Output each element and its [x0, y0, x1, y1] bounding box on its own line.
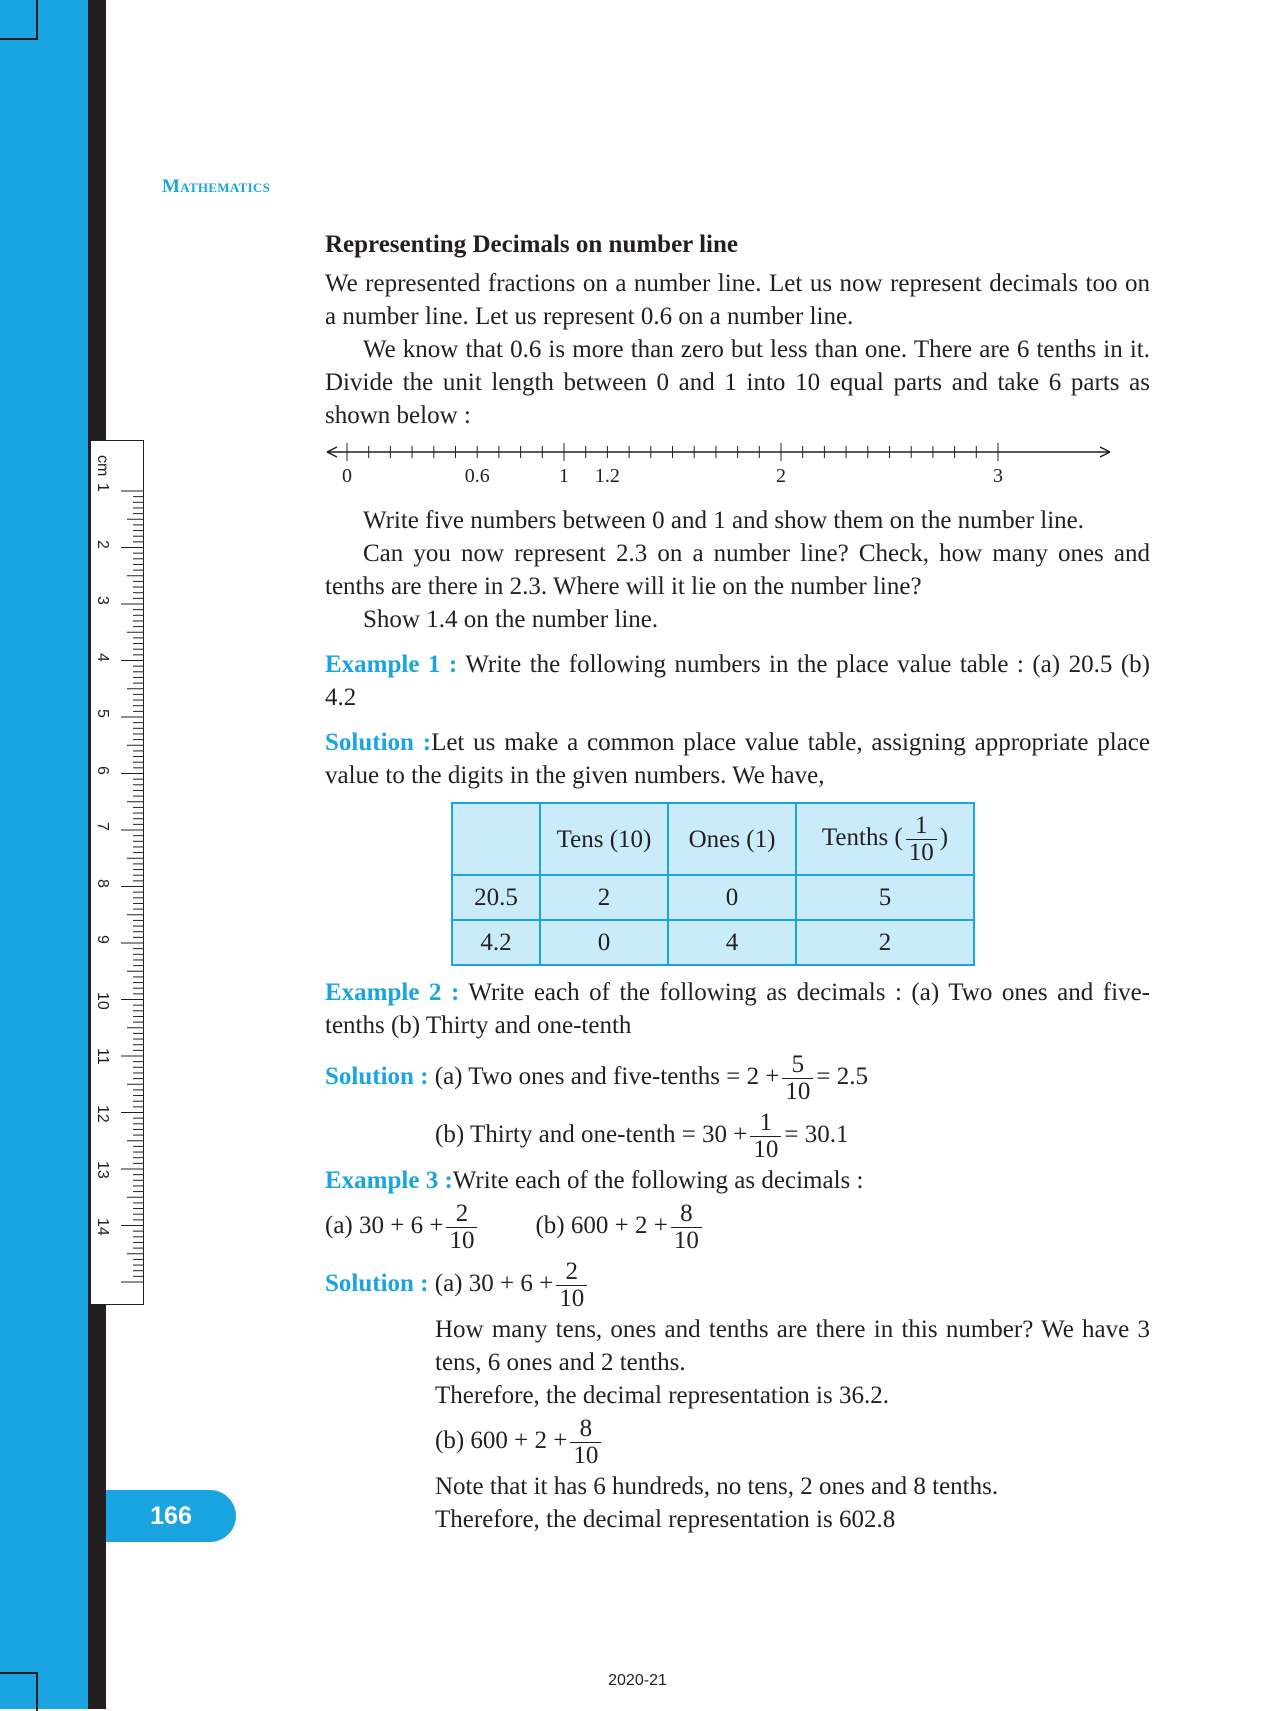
table-header-row: [452, 803, 974, 875]
footer-year: 2020-21: [608, 1672, 667, 1689]
table-row: [452, 920, 974, 965]
ruler-number: 4: [94, 652, 111, 662]
ruler-number: 14: [94, 1217, 111, 1236]
paragraph: We know that 0.6 is more than zero but less than one. There are 6 tenths in it. Divide the unit length between 0 and 1 into 10 equal parts and take 6 parts as shown below :: [325, 336, 1150, 429]
solution-text: Let us make a common place value table, assigning appropriate place value to the digits in the given numbers. We have,: [325, 729, 1150, 789]
paragraph: How many tens, ones and tenths are there in this number? We have 3 tens, 6 ones and 2 tenths.: [435, 1316, 1150, 1376]
running-head: Mathematics: [162, 176, 271, 197]
fraction: $\frac{8}{10}$: [570, 1416, 601, 1469]
ruler-number: 12: [94, 1104, 111, 1123]
number-line-label: 3: [993, 465, 1003, 487]
main-content: [325, 228, 1150, 1536]
ruler-number: 9: [94, 935, 111, 944]
number-line-label: 0: [342, 465, 352, 487]
paragraph: We represented fractions on a number line. Let us now represent decimals too on a number line. Let us represent 0.6 on a number line.: [325, 270, 1150, 330]
ruler-number: 6: [94, 765, 111, 775]
fraction: $\frac{5}{10}$: [782, 1052, 813, 1105]
solution-3a: Solution : (a) 30 + 6 + $\frac{2}{10}$: [325, 1255, 1150, 1313]
blue-margin-band: [0, 0, 88, 1709]
fraction: $\frac{8}{10}$: [671, 1201, 702, 1254]
solution-label: Solution :: [325, 1270, 429, 1297]
table-header-cell: Ones (1): [668, 803, 796, 875]
ruler-unit-label: cm: [94, 455, 111, 477]
fraction: $\frac{1}{10}$: [750, 1110, 781, 1163]
ruler-number: 11: [94, 1048, 111, 1065]
example-3: [325, 1164, 1150, 1197]
ruler-number: 5: [94, 709, 111, 718]
table-cell: 0: [668, 875, 796, 920]
ruler: [90, 440, 144, 1305]
ruler-number: 13: [94, 1161, 111, 1179]
number-line-label: 1: [559, 465, 569, 487]
example-1: [325, 648, 1150, 714]
solution-label: Solution :: [325, 729, 432, 756]
example-text: Write each of the following as decimals :: [452, 1167, 864, 1194]
solution-2b: (b) Thirty and one-tenth = 30 + $\frac{1}{10}$ = 30.1: [435, 1108, 849, 1163]
table-header-cell: Tens (10): [540, 803, 668, 875]
number-line-label: 2: [776, 465, 786, 487]
fraction: $\frac{2}{10}$: [556, 1259, 587, 1312]
table-row: [452, 875, 974, 920]
solution-2a: Solution : (a) Two ones and five-tenths = 2 + $\frac{5}{10}$ = 2.5: [325, 1050, 869, 1105]
table-cell: 20.5: [452, 875, 540, 920]
ruler-number: 10: [94, 991, 111, 1010]
ruler-number: 1: [94, 483, 111, 492]
paragraph: Write five numbers between 0 and 1 and show them on the number line.: [363, 507, 1085, 534]
paragraph: Note that it has 6 hundreds, no tens, 2 ones and 8 tenths.: [435, 1473, 999, 1500]
example-label: Example 1 :: [325, 651, 458, 678]
crop-mark-top: [0, 0, 38, 40]
page-number: 166: [106, 1490, 236, 1542]
example-label: Example 3 :: [325, 1167, 453, 1194]
ruler-number: 3: [94, 596, 111, 605]
table-cell: 4: [668, 920, 796, 965]
table-header-cell: [452, 803, 540, 875]
section-heading: Representing Decimals on number line: [325, 231, 738, 258]
place-value-table: [451, 802, 975, 966]
ruler-number: 2: [94, 539, 111, 549]
example-label: Example 2 :: [325, 979, 460, 1006]
ruler-number: 8: [94, 878, 111, 888]
fraction: $\frac{2}{10}$: [446, 1201, 477, 1254]
table-cell: 0: [540, 920, 668, 965]
number-line-graphic: [325, 440, 1115, 500]
solution-1: [325, 726, 1150, 792]
table-cell: 2: [796, 920, 974, 965]
solution-label: Solution :: [325, 1063, 429, 1090]
paragraph: Therefore, the decimal representation is 36.2.: [435, 1382, 889, 1409]
number-line: [325, 440, 1150, 500]
example-text: Write each of the following as decimals : (a) Two ones and five-tenths (b) Thirty and one-tenth: [325, 979, 1150, 1039]
example-3-items: (a) 30 + 6 + $\frac{2}{10}$ (b) 600 + 2 + $\frac{8}{10}$: [325, 1197, 1150, 1255]
paragraph: Show 1.4 on the number line.: [363, 606, 659, 633]
ruler-number: 7: [94, 822, 111, 831]
example-2: [325, 976, 1150, 1042]
table-header-cell: Tenths ( $\frac{1}{10}$ ): [796, 803, 974, 875]
number-line-label: 1.2: [594, 465, 620, 487]
table-cell: 4.2: [452, 920, 540, 965]
table-cell: 2: [540, 875, 668, 920]
solution-3b: (b) 600 + 2 + $\frac{8}{10}$: [435, 1412, 1150, 1470]
table-cell: 5: [796, 875, 974, 920]
paragraph: Can you now represent 2.3 on a number line? Check, how many ones and tenths are there in 2.3. Where will it lie on the number line?: [325, 540, 1150, 600]
example-text: Write the following numbers in the place value table : (a) 20.5 (b) 4.2: [325, 651, 1150, 711]
number-line-label: 0.6: [464, 465, 490, 487]
paragraph: Therefore, the decimal representation is 602.8: [435, 1506, 896, 1533]
solution-3-body: [325, 1313, 1150, 1536]
